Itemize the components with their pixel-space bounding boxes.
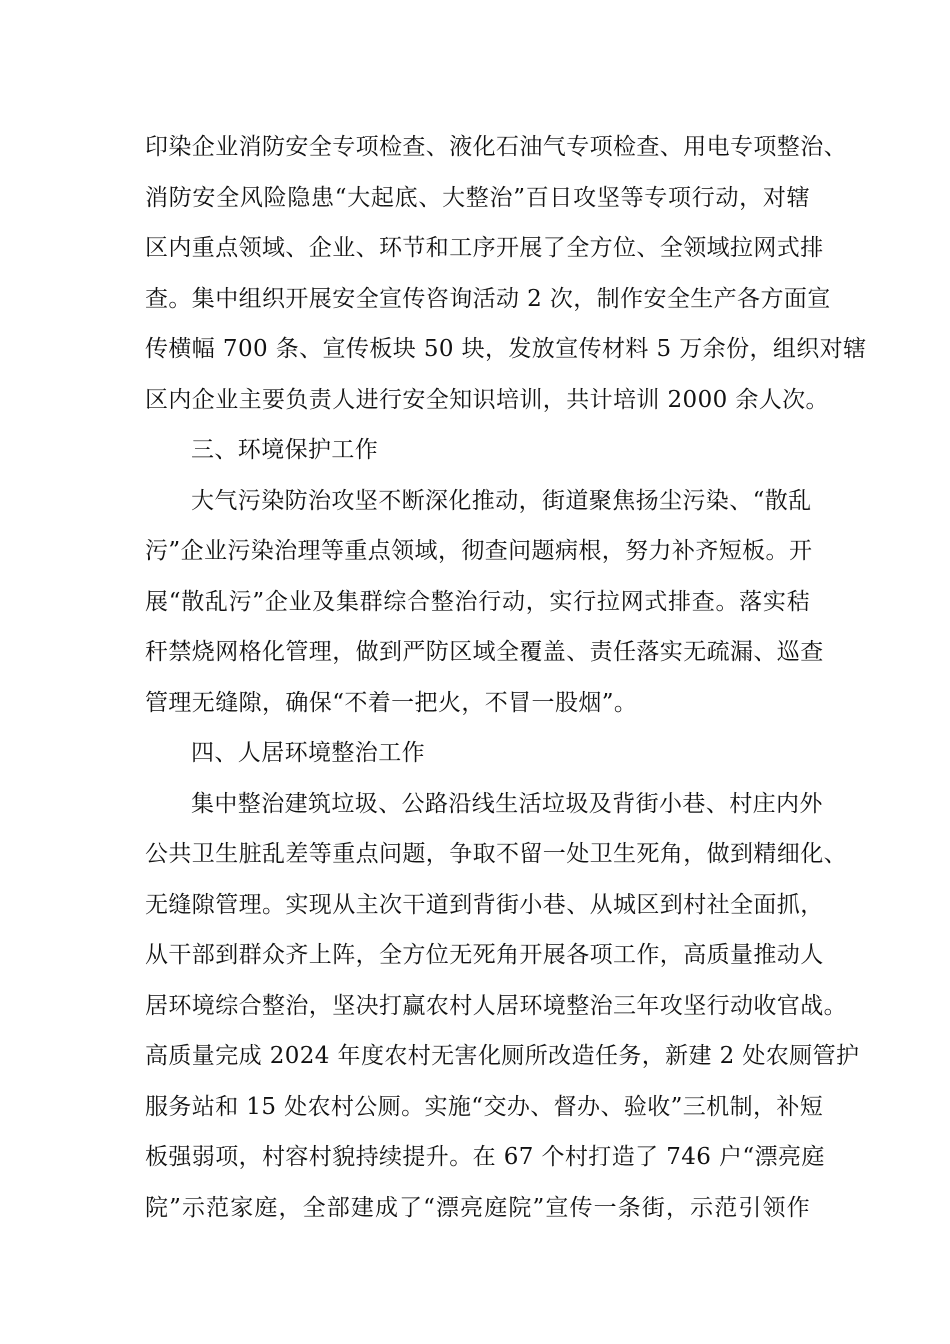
section-heading: 四、人居环境整治工作 <box>191 740 425 766</box>
text-line: 高质量完成 2024 年度农村无害化厕所改造任务，新建 2 处农厕管护 <box>145 1043 860 1069</box>
text-line: 污”企业污染治理等重点领域，彻查问题病根，努力补齐短板。开 <box>145 538 813 564</box>
text-line: 院”示范家庭，全部建成了“漂亮庭院”宣传一条街，示范引领作 <box>145 1194 810 1221</box>
text-line: 板强弱项，村容村貌持续提升。在 67 个村打造了 746 户“漂亮庭 <box>145 1144 825 1170</box>
text-line: 传横幅 700 条、宣传板块 50 块，发放宣传材料 5 万余份，组织对辖 <box>145 336 867 362</box>
text-line: 从干部到群众齐上阵，全方位无死角开展各项工作，高质量推动人 <box>145 942 824 968</box>
text-line: 秆禁烧网格化管理，做到严防区域全覆盖、责任落实无疏漏、巡查 <box>145 639 824 665</box>
text-line: 区内重点领域、企业、环节和工序开展了全方位、全领域拉网式排 <box>145 235 824 261</box>
text-line: 服务站和 15 处农村公厕。实施“交办、督办、验收”三机制，补短 <box>145 1093 824 1120</box>
text-line: 无缝隙管理。实现从主次干道到背街小巷、从城区到村社全面抓， <box>145 891 824 918</box>
text-line: 区内企业主要负责人进行安全知识培训，共计培训 2000 余人次。 <box>145 386 829 413</box>
text-line: 展“散乱污”企业及集群综合整治行动，实行拉网式排查。落实秸 <box>145 588 810 615</box>
text-line: 居环境综合整治，坚决打赢农村人居环境整治三年攻坚行动收官战。 <box>145 992 847 1019</box>
text-line: 印染企业消防安全专项检查、液化石油气专项检查、用电专项整治、 <box>145 134 847 160</box>
text-line: 查。集中组织开展安全宣传咨询活动 2 次，制作安全生产各方面宣 <box>145 285 831 312</box>
document-body <box>145 130 867 1241</box>
text-line: 大气污染防治攻坚不断深化推动，街道聚焦扬尘污染、“散乱 <box>191 487 812 514</box>
text-line: 消防安全风险隐患“大起底、大整治”百日攻坚等专项行动，对辖 <box>145 184 810 211</box>
text-line: 管理无缝隙，确保“不着一把火，不冒一股烟”。 <box>145 689 638 716</box>
text-line: 集中整治建筑垃圾、公路沿线生活垃圾及背街小巷、村庄内外 <box>191 790 823 817</box>
text-line: 公共卫生脏乱差等重点问题，争取不留一处卫生死角，做到精细化、 <box>145 841 847 867</box>
section-heading: 三、环境保护工作 <box>191 437 379 463</box>
